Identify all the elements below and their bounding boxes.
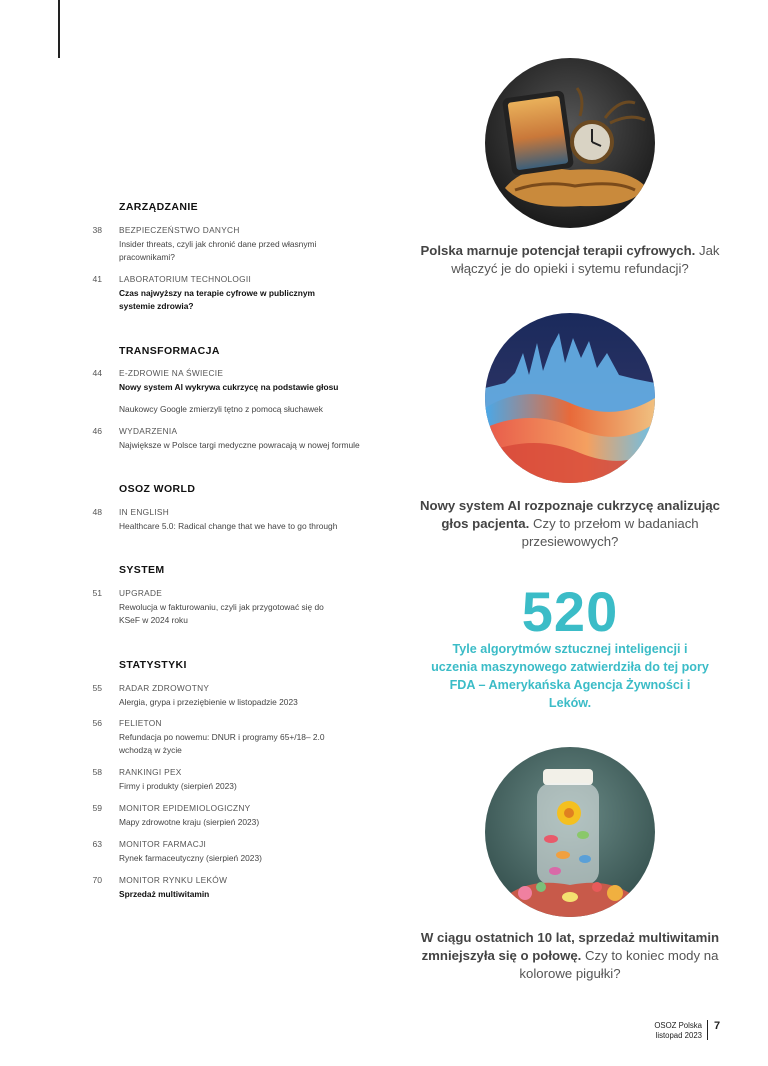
entry-category: UPGRADE <box>119 588 163 598</box>
entry-category: IN ENGLISH <box>119 507 170 517</box>
pill-bottle-illustration <box>485 747 655 917</box>
surreal-clock-illustration <box>485 58 655 228</box>
feature-headline: W ciągu ostatnich 10 lat, sprzedaż multiwitamin zmniejszyła się o połowę. <box>420 930 720 963</box>
page-number: 46 <box>92 426 102 436</box>
surreal-clock-image[interactable] <box>485 58 655 228</box>
page-number: 58 <box>92 767 102 777</box>
entry-description: Alergia, grypa i przeziębienie w listopadzie 2023 <box>119 697 298 707</box>
entry-description: Naukowcy Google zmierzyli tętno z pomocą słuchawek <box>119 404 323 414</box>
footer-magazine-info <box>654 1021 702 1041</box>
entry-description: Healthcare 5.0: Radical change that we have to go through <box>119 521 338 531</box>
feature-headline: Nowy system AI rozpoznaje cukrzycę analizując głos pacjenta. <box>420 498 721 531</box>
pill-bottle-image[interactable] <box>485 747 655 917</box>
section-title-osoz-world: OSOZ WORLD <box>119 483 196 495</box>
entry-description: Największe w Polsce targi medyczne powracają w nowej formule <box>119 440 360 450</box>
page-margin-mark <box>58 0 60 58</box>
entry-category: RADAR ZDROWOTNY <box>119 683 210 693</box>
page-number: 48 <box>92 507 102 517</box>
section-title-zarzadzanie: ZARZĄDZANIE <box>119 201 199 213</box>
entry-category: LABORATORIUM TECHNOLOGII <box>119 274 252 284</box>
page-number: 63 <box>92 839 102 849</box>
entry-description: Mapy zdrowotne kraju (sierpień 2023) <box>119 817 260 827</box>
sound-wave-illustration <box>485 313 655 483</box>
page-number: 38 <box>92 225 102 235</box>
footer-issue: listopad 2023 <box>655 1031 702 1040</box>
feature-headline: Polska marnuje potencjał terapii cyfrowych. <box>420 243 696 258</box>
entry-category: MONITOR FARMACJI <box>119 839 207 849</box>
page-number: 56 <box>92 718 102 728</box>
entry-description: Refundacja po nowemu: DNUR i programy 65+/18– 2.0 wchodzą w życie <box>119 732 325 755</box>
page-number: 44 <box>92 368 102 378</box>
entry-category: FELIETON <box>119 718 162 728</box>
feature-teaser: Jak włączyć je do opieki i sytemu refundacji? <box>451 243 720 276</box>
footer-magazine-name: OSOZ Polska <box>654 1021 702 1030</box>
entry-description: Sprzedaż multiwitamin <box>119 889 210 899</box>
page-number: 41 <box>92 274 102 284</box>
page-number: 59 <box>92 803 102 813</box>
entry-description: Insider threats, czyli jak chronić dane przed własnymi pracownikami? <box>119 239 317 262</box>
feature-teaser: Czy to koniec mody na kolorowe pigułki? <box>519 948 719 981</box>
feature-digital-therapy-caption[interactable] <box>420 242 720 278</box>
page-number: 70 <box>92 875 102 885</box>
entry-category: RANKINGI PEX <box>119 767 182 777</box>
feature-multivitamins-caption[interactable] <box>420 929 720 983</box>
stat-number: 520 <box>521 580 619 643</box>
entry-category: WYDARZENIA <box>119 426 178 436</box>
stat-description: Tyle algorytmów sztucznej inteligencji i uczenia maszynowego zatwierdziła do tej pory FDA – Amerykańska Agencja Żywności i Leków. <box>431 642 709 710</box>
entry-description: Firmy i produkty (sierpień 2023) <box>119 781 237 791</box>
entry-description: Rynek farmaceutyczny (sierpień 2023) <box>119 853 262 863</box>
entry-category: MONITOR RYNKU LEKÓW <box>119 875 228 885</box>
feature-teaser: Czy to przełom w badaniach przesiewowych? <box>521 516 699 549</box>
entry-description: Rewolucja w fakturowaniu, czyli jak przygotować się do KSeF w 2024 roku <box>119 602 324 625</box>
entry-category: MONITOR EPIDEMIOLOGICZNY <box>119 803 251 813</box>
footer-divider <box>707 1020 708 1040</box>
entry-description: Nowy system AI wykrywa cukrzycę na podstawie głosu <box>119 382 339 392</box>
section-title-transformacja: TRANSFORMACJA <box>119 345 220 357</box>
sound-wave-image[interactable] <box>485 313 655 483</box>
entry-description: Czas najwyższy na terapie cyfrowe w publicznym systemie zdrowia? <box>119 288 315 311</box>
section-title-statystyki: STATYSTYKI <box>119 659 187 671</box>
page-number: 55 <box>92 683 102 693</box>
page-number: 51 <box>92 588 102 598</box>
section-title-system: SYSTEM <box>119 564 165 576</box>
feature-ai-diabetes-caption[interactable] <box>420 497 720 551</box>
entry-category: BEZPIECZEŃSTWO DANYCH <box>119 225 240 235</box>
footer-page-number: 7 <box>714 1020 721 1032</box>
entry-category: E-ZDROWIE NA ŚWIECIE <box>119 368 224 378</box>
